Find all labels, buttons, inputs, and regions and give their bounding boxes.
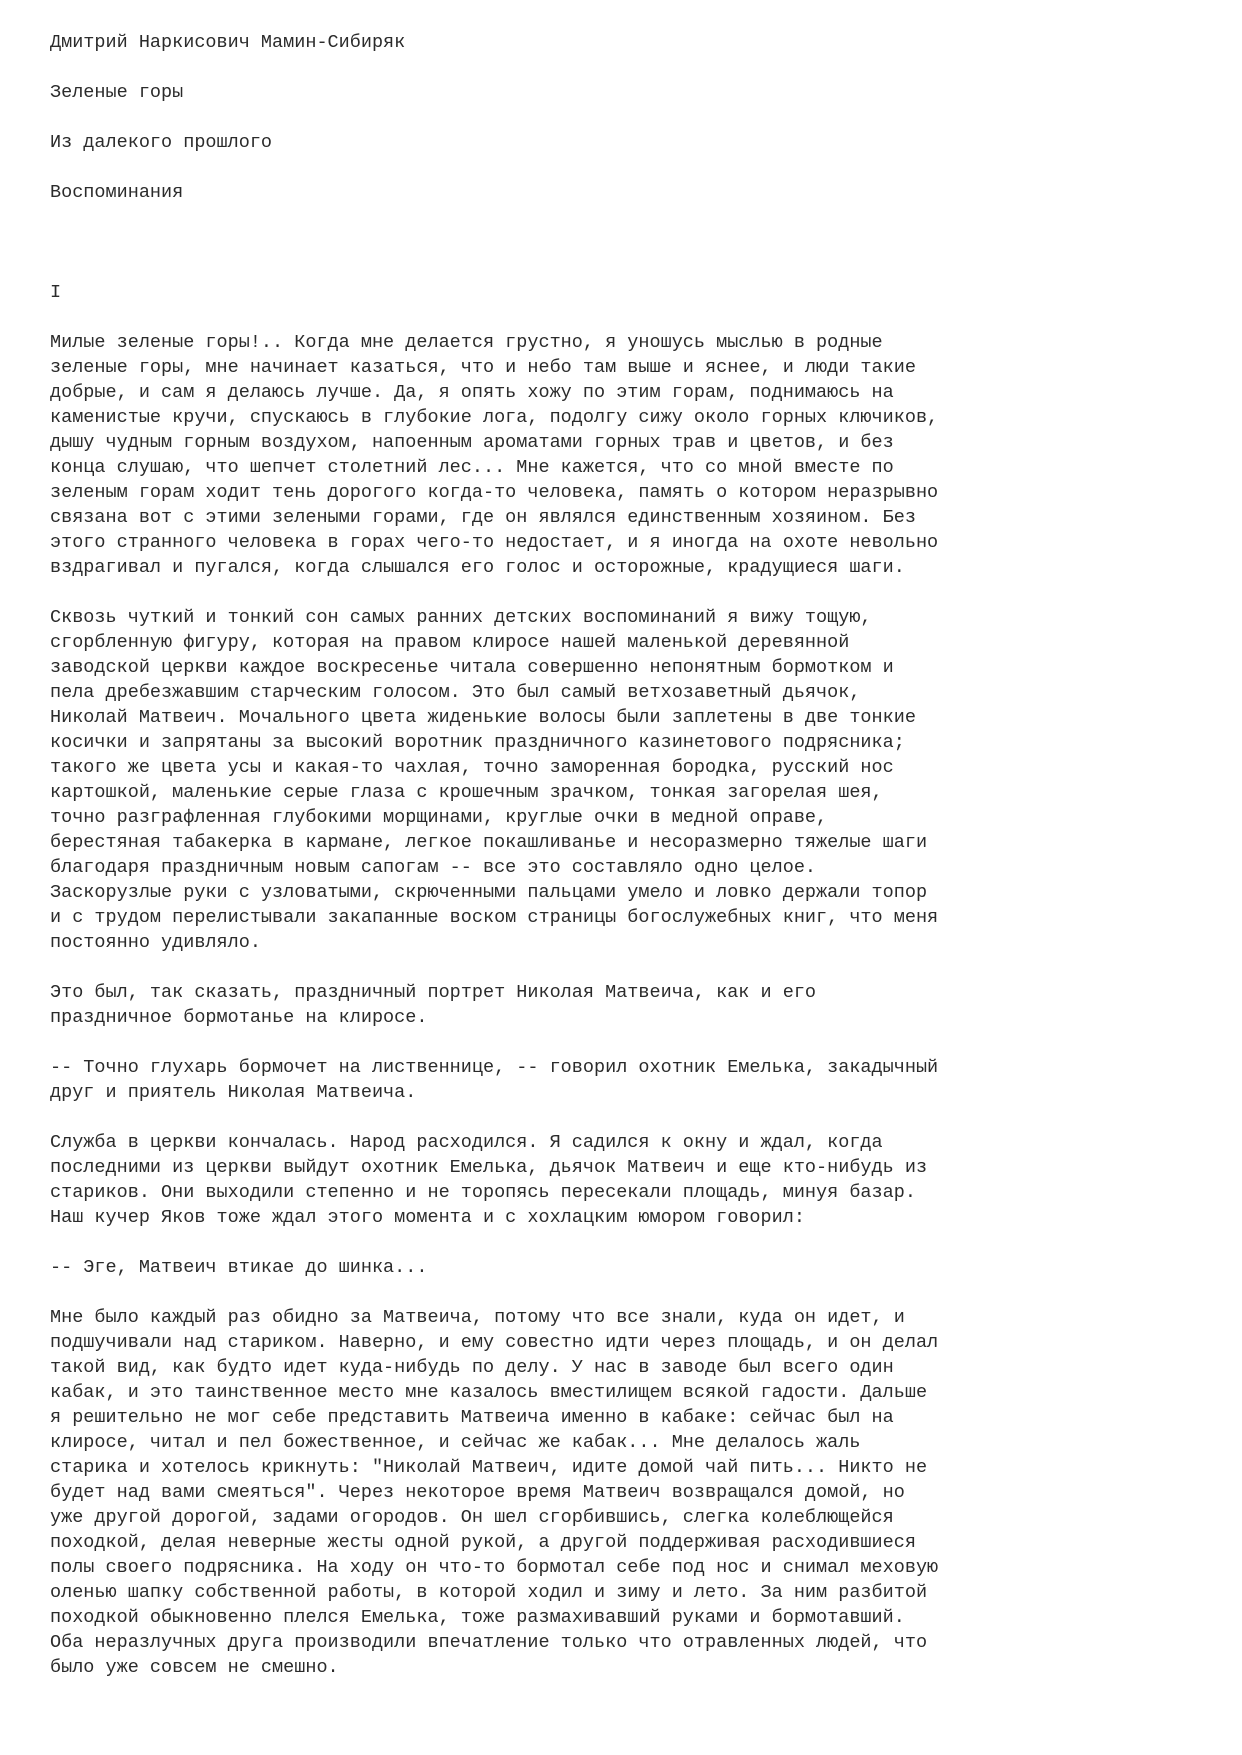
author-line: Дмитрий Наркисович Мамин-Сибиряк bbox=[50, 32, 406, 53]
text-line: конца слушаю, что шепчет столетний лес... Мне кажется, что со мной вместе по bbox=[50, 457, 894, 478]
text-line: уже другой дорогой, задами огородов. Он шел сгорбившись, слегка колеблющейся bbox=[50, 1507, 894, 1528]
text-line: берестяная табакерка в кармане, легкое покашливанье и несоразмерно тяжелые шаги bbox=[50, 832, 928, 853]
text-line: косички и запрятаны за высокий воротник праздничного казинетового подрясника; bbox=[50, 732, 905, 753]
text-line: зеленые горы, мне начинает казаться, что и небо там выше и яснее, и люди такие bbox=[50, 357, 916, 378]
text-line: каменистые кручи, спускаюсь в глубокие лога, подолгу сижу около горных ключиков, bbox=[50, 407, 939, 428]
genre-line: Воспоминания bbox=[50, 182, 184, 203]
text-line: вздрагивал и пугался, когда слышался его голос и осторожные, крадущиеся шаги. bbox=[50, 557, 905, 578]
text-line: зеленым горам ходит тень дорогого когда-то человека, память о котором неразрывно bbox=[50, 482, 939, 503]
text-line: точно разграфленная глубокими морщинами, круглые очки в медной оправе, bbox=[50, 807, 828, 828]
text-line: и с трудом перелистывали закапанные воском страницы богослужебных книг, что меня bbox=[50, 907, 939, 928]
text-line: -- Точно глухарь бормочет на лиственнице, -- говорил охотник Емелька, закадычный bbox=[50, 1057, 939, 1078]
text-line: связана вот с этими зелеными горами, где он являлся единственным хозяином. Без bbox=[50, 507, 916, 528]
text-line: Служба в церкви кончалась. Народ расходился. Я садился к окну и ждал, когда bbox=[50, 1132, 883, 1153]
text-line: последними из церкви выйдут охотник Емелька, дьячок Матвеич и еще кто-нибудь из bbox=[50, 1157, 928, 1178]
text-line: пела дребезжавшим старческим голосом. Это был самый ветхозаветный дьячок, bbox=[50, 682, 861, 703]
text-line: полы своего подрясника. На ходу он что-то бормотал себе под нос и снимал меховую bbox=[50, 1557, 939, 1578]
text-line: походкой обыкновенно плелся Емелька, тоже размахивавший руками и бормотавший. bbox=[50, 1607, 905, 1628]
paragraph bbox=[50, 1055, 1200, 1105]
text-line: этого странного человека в горах чего-то недостает, и я иногда на охоте невольно bbox=[50, 532, 939, 553]
text-line: походкой, делая неверные жесты одной рукой, а другой поддерживая расходившиеся bbox=[50, 1532, 916, 1553]
text-line: старика и хотелось крикнуть: "Николай Матвеич, идите домой чай пить... Никто не bbox=[50, 1457, 928, 1478]
text-line: благодаря праздничным новым сапогам -- все это составляло одно целое. bbox=[50, 857, 817, 878]
text-line: Николай Матвеич. Мочального цвета жиденькие волосы были заплетены в две тонкие bbox=[50, 707, 916, 728]
subtitle-line: Из далекого прошлого bbox=[50, 132, 273, 153]
paragraph bbox=[50, 605, 1200, 955]
text-line: дышу чудным горным воздухом, напоенным ароматами горных трав и цветов, и без bbox=[50, 432, 894, 453]
text-line: кабак, и это таинственное место мне казалось вместилищем всякой гадости. Дальше bbox=[50, 1382, 928, 1403]
text-line: Оба неразлучных друга производили впечатление только что отравленных людей, что bbox=[50, 1632, 928, 1653]
text-line: Милые зеленые горы!.. Когда мне делается грустно, я уношусь мыслью в родные bbox=[50, 332, 883, 353]
text-line: подшучивали над стариком. Наверно, и ему совестно идти через площадь, и он делал bbox=[50, 1332, 939, 1353]
document-page bbox=[50, 30, 1200, 1680]
text-line: друг и приятель Николая Матвеича. bbox=[50, 1082, 417, 1103]
text-line: добрые, и сам я делаюсь лучше. Да, я опять хожу по этим горам, поднимаюсь на bbox=[50, 382, 894, 403]
paragraph bbox=[50, 330, 1200, 580]
text-line: Заскорузлые руки с узловатыми, скрюченными пальцами умело и ловко держали топор bbox=[50, 882, 928, 903]
text-line: я решительно не мог себе представить Матвеича именно в кабаке: сейчас был на bbox=[50, 1407, 894, 1428]
text-line: Сквозь чуткий и тонкий сон самых ранних детских воспоминаний я вижу тощую, bbox=[50, 607, 872, 628]
text-line: -- Эге, Матвеич втикае до шинка... bbox=[50, 1257, 428, 1278]
text-line: клиросе, читал и пел божественное, и сейчас же кабак... Мне делалось жаль bbox=[50, 1432, 861, 1453]
text-line: было уже совсем не смешно. bbox=[50, 1657, 339, 1678]
title-line: Зеленые горы bbox=[50, 82, 184, 103]
text-line: праздничное бормотанье на клиросе. bbox=[50, 1007, 428, 1028]
text-line: будет над вами смеяться". Через некоторое время Матвеич возвращался домой, но bbox=[50, 1482, 905, 1503]
paragraph bbox=[50, 1305, 1200, 1680]
text-line: картошкой, маленькие серые глаза с крошечным зрачком, тонкая загорелая шея, bbox=[50, 782, 883, 803]
paragraph bbox=[50, 980, 1200, 1030]
body-text bbox=[50, 330, 1200, 1680]
paragraph bbox=[50, 1130, 1200, 1230]
text-line: стариков. Они выходили степенно и не торопясь пересекали площадь, минуя базар. bbox=[50, 1182, 916, 1203]
text-line: постоянно удивляло. bbox=[50, 932, 261, 953]
text-line: заводской церкви каждое воскресенье читала совершенно непонятным бормотком и bbox=[50, 657, 894, 678]
text-line: оленью шапку собственной работы, в которой ходил и зиму и лето. За ним разбитой bbox=[50, 1582, 928, 1603]
paragraph bbox=[50, 1255, 1200, 1280]
chapter-number: I bbox=[50, 282, 62, 303]
text-line: Наш кучер Яков тоже ждал этого момента и с хохлацким юмором говорил: bbox=[50, 1207, 805, 1228]
text-line: Мне было каждый раз обидно за Матвеича, потому что все знали, куда он идет, и bbox=[50, 1307, 905, 1328]
text-line: такого же цвета усы и какая-то чахлая, точно заморенная бородка, русский нос bbox=[50, 757, 894, 778]
text-line: Это был, так сказать, праздничный портрет Николая Матвеича, как и его bbox=[50, 982, 817, 1003]
text-line: сгорбленную фигуру, которая на правом клиросе нашей маленькой деревянной bbox=[50, 632, 850, 653]
text-line: такой вид, как будто идет куда-нибудь по делу. У нас в заводе был всего один bbox=[50, 1357, 894, 1378]
